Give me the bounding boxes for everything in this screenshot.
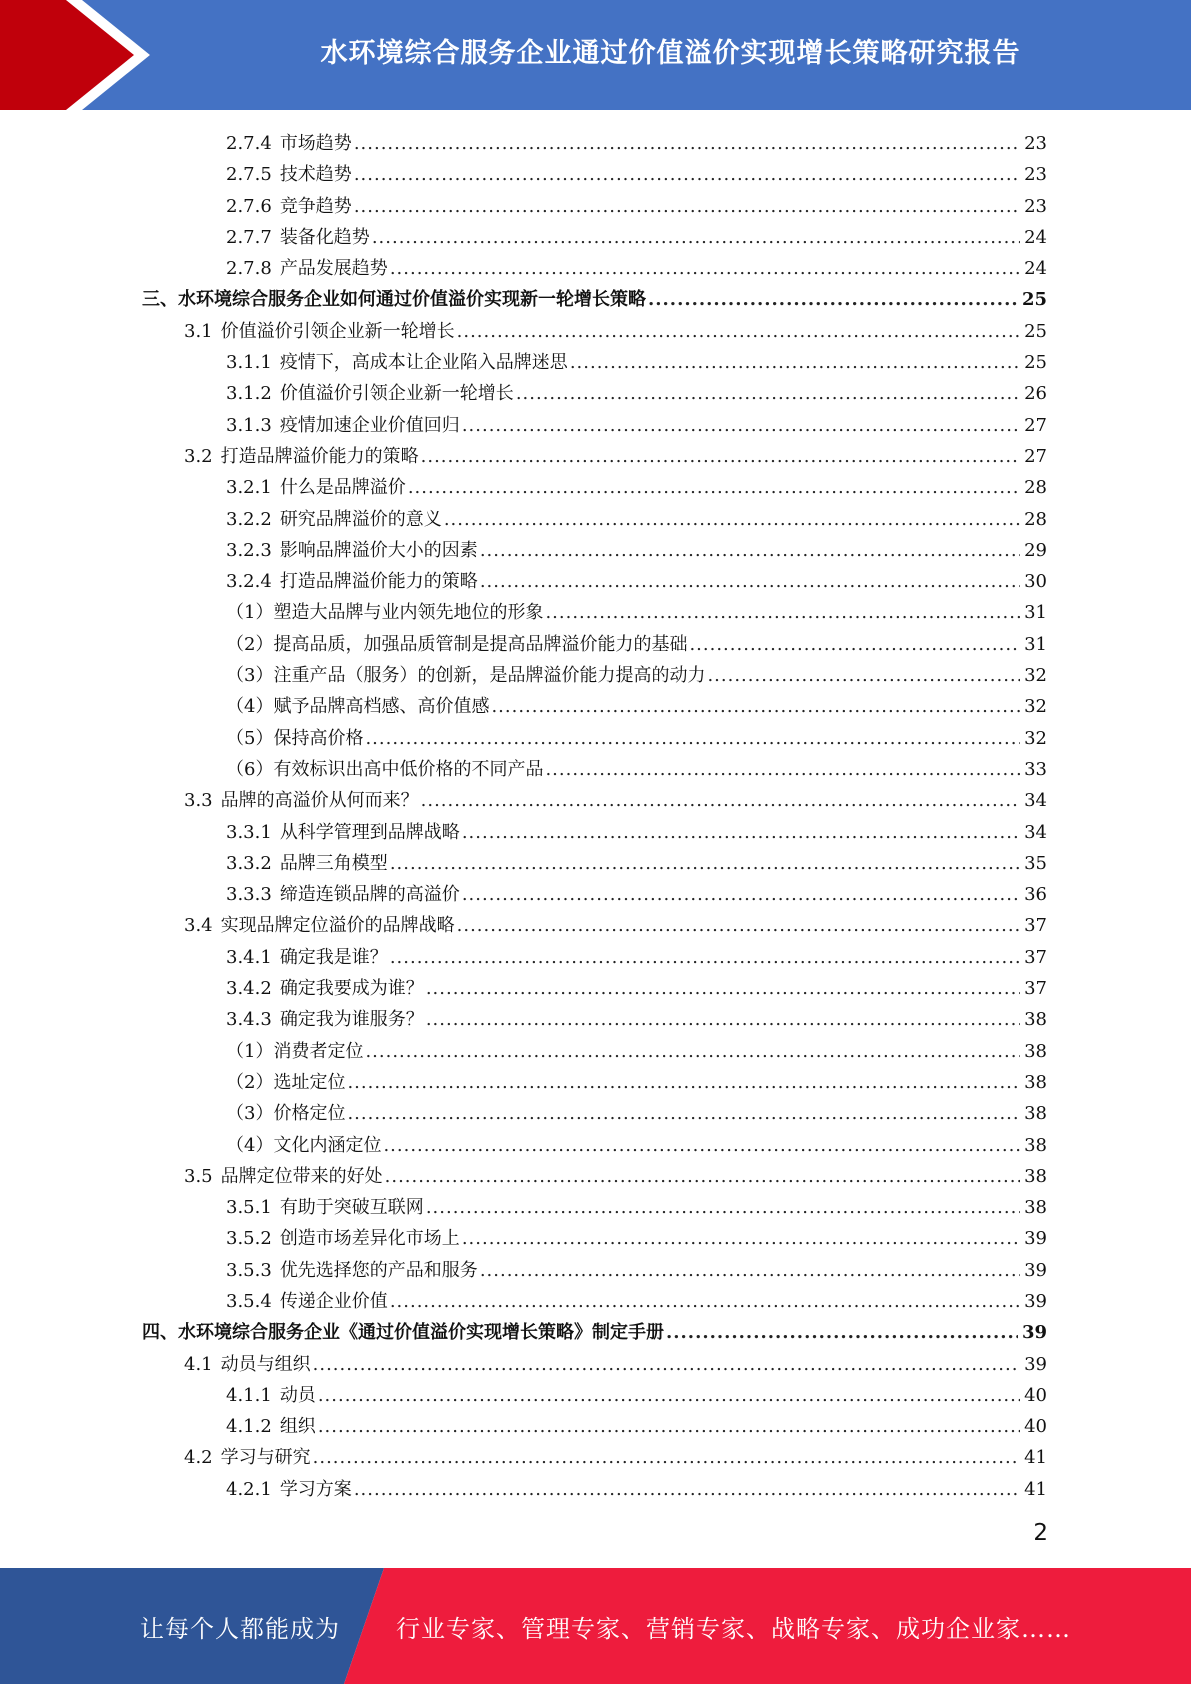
- toc-entry-number: 3.5.2: [226, 1228, 272, 1250]
- toc-entry-page: 29: [1024, 539, 1047, 561]
- toc-dot-leader: [408, 472, 1020, 503]
- toc-entry-title: 塑造大品牌与业内领先地位的形象: [273, 602, 544, 624]
- toc-entry-number: （1）: [226, 1040, 274, 1062]
- toc-entry-title: 装备化趋势: [279, 226, 370, 248]
- toc-entry[interactable]: [142, 1411, 1047, 1442]
- toc-entry[interactable]: [142, 504, 1047, 535]
- toc-dot-leader: [480, 566, 1020, 597]
- toc-entry-page: 23: [1024, 133, 1047, 154]
- toc-entry[interactable]: [142, 128, 1047, 159]
- toc-entry[interactable]: [142, 973, 1047, 1004]
- toc-entry-number: 3.3: [184, 790, 213, 812]
- toc-dot-leader: [426, 1004, 1020, 1035]
- toc-dot-leader: [462, 410, 1020, 441]
- toc-entry-number: 3.5: [184, 1165, 213, 1187]
- toc-entry-title: 传递企业价值: [279, 1290, 388, 1312]
- toc-entry-number: 2.7.8: [226, 258, 272, 280]
- toc-entry-title: 产品发展趋势: [279, 258, 388, 280]
- toc-entry[interactable]: [142, 1161, 1047, 1192]
- toc-dot-leader: [545, 754, 1020, 785]
- toc-entry-page: 38: [1024, 1103, 1047, 1125]
- toc-entry-page: 24: [1024, 226, 1047, 248]
- toc-entry-title: 动员与组织: [220, 1353, 311, 1375]
- toc-entry[interactable]: [142, 1442, 1047, 1473]
- toc-entry-number: 3.2: [184, 445, 213, 467]
- toc-entry[interactable]: [142, 660, 1047, 691]
- toc-entry-page: 28: [1024, 477, 1047, 499]
- toc-entry-page: 38: [1024, 1009, 1047, 1031]
- toc-entry-page: 36: [1024, 884, 1047, 906]
- toc-entry-number: 2.7.6: [226, 195, 272, 217]
- toc-entry-number: 3.2.1: [226, 477, 272, 499]
- toc-entry-title: 什么是品牌溢价: [279, 477, 406, 499]
- toc-entry-title: 水环境综合服务企业《通过价值溢价实现增长策略》制定手册: [178, 1322, 664, 1344]
- toc-entry-number: 3.1.3: [226, 414, 272, 436]
- toc-entry[interactable]: [142, 1130, 1047, 1161]
- toc-entry-number: （3）: [226, 665, 274, 687]
- toc-dot-leader: [462, 879, 1020, 910]
- toc-entry-page: 27: [1024, 414, 1047, 436]
- toc-entry-number: （2）: [226, 633, 274, 655]
- toc-entry-title: 保持高价格: [273, 727, 364, 749]
- toc-entry-page: 34: [1024, 821, 1047, 843]
- toc-dot-leader: [516, 378, 1020, 409]
- header-title: 水环境综合服务企业通过价值溢价实现增长策略研究报告: [320, 37, 1021, 69]
- toc-entry-number: （5）: [226, 727, 274, 749]
- toc-entry-title: 动员: [279, 1384, 316, 1406]
- toc-entry-page: 38: [1024, 1134, 1047, 1156]
- toc-entry-number: 2.7.5: [226, 164, 272, 186]
- toc-entry-page: 25: [1024, 352, 1047, 374]
- toc-dot-leader: [570, 347, 1020, 378]
- toc-dot-leader: [318, 1380, 1020, 1411]
- toc-entry[interactable]: [142, 441, 1047, 472]
- toc-entry[interactable]: [142, 879, 1047, 910]
- toc-entry-number: 3.1.1: [226, 352, 272, 374]
- toc-entry[interactable]: [142, 1067, 1047, 1098]
- toc-entry-title: 打造品牌溢价能力的策略: [279, 571, 478, 593]
- toc-dot-leader: [313, 1349, 1020, 1380]
- toc-entry[interactable]: [142, 1004, 1047, 1035]
- toc-entry-title: 水环境综合服务企业如何通过价值溢价实现新一轮增长策略: [178, 289, 646, 311]
- footer-slogan-left: 让每个人都能成为: [140, 1614, 340, 1643]
- toc-entry-page: 31: [1024, 602, 1047, 624]
- toc-entry-title: 文化内涵定位: [273, 1134, 382, 1156]
- toc-entry-page: 28: [1024, 508, 1047, 530]
- toc-entry[interactable]: [142, 316, 1047, 347]
- toc-dot-leader: [390, 1286, 1020, 1317]
- toc-entry-number: 2.7.7: [226, 226, 272, 248]
- toc-dot-leader: [426, 973, 1020, 1004]
- toc-entry-page: 35: [1024, 852, 1047, 874]
- toc-dot-leader: [689, 629, 1020, 660]
- toc-dot-leader: [354, 128, 1020, 159]
- toc-dot-leader: [545, 597, 1020, 628]
- toc-entry[interactable]: [142, 222, 1047, 253]
- toc-dot-leader: [457, 316, 1020, 347]
- toc-entry-page: 25: [1024, 320, 1047, 342]
- toc-dot-leader: [462, 817, 1020, 848]
- toc-entry[interactable]: [142, 472, 1047, 503]
- toc-entry-number: 3.5.3: [226, 1259, 272, 1281]
- toc-entry[interactable]: [142, 629, 1047, 660]
- toc-entry[interactable]: [142, 1380, 1047, 1411]
- toc-entry-number: 3.5.1: [226, 1197, 272, 1219]
- toc-dot-leader: [347, 1098, 1020, 1129]
- toc-entry[interactable]: [142, 191, 1047, 222]
- toc-entry-number: （3）: [226, 1103, 274, 1125]
- toc-entry-page: 32: [1024, 727, 1047, 749]
- toc-dot-leader: [462, 1223, 1020, 1254]
- toc-entry-page: 32: [1024, 665, 1047, 687]
- toc-dot-leader: [385, 1161, 1020, 1192]
- toc-dot-leader: [390, 848, 1020, 879]
- toc-entry[interactable]: [142, 253, 1047, 284]
- toc-dot-leader: [365, 1036, 1020, 1067]
- toc-entry-title: 市场趋势: [279, 133, 352, 154]
- toc-entry-number: 3.2.2: [226, 508, 272, 530]
- toc-entry-number: （1）: [226, 602, 274, 624]
- toc-entry-page: 25: [1021, 289, 1047, 311]
- toc-entry-title: 实现品牌定位溢价的品牌战略: [220, 915, 455, 937]
- toc-entry-page: 37: [1024, 915, 1047, 937]
- toc-entry-number: （4）: [226, 696, 274, 718]
- toc-entry-title: 确定我是谁？: [279, 946, 388, 968]
- footer-slogan-right: 行业专家、管理专家、营销专家、战略专家、成功企业家……: [396, 1614, 1071, 1643]
- toc-entry-page: 38: [1024, 1165, 1047, 1187]
- toc-entry[interactable]: [142, 848, 1047, 879]
- toc-entry-title: 价值溢价引领企业新一轮增长: [279, 383, 514, 405]
- toc-entry-title: 品牌定位带来的好处: [220, 1165, 383, 1187]
- toc-dot-leader: [354, 1474, 1020, 1505]
- toc-entry-number: 3.5.4: [226, 1290, 272, 1312]
- toc-entry-number: 3.1: [184, 320, 213, 342]
- toc-entry-number: 3.3.1: [226, 821, 272, 843]
- toc-entry[interactable]: [142, 910, 1047, 941]
- toc-entry-title: 疫情下，高成本让企业陷入品牌迷思: [279, 352, 568, 374]
- toc-entry[interactable]: [142, 1255, 1047, 1286]
- toc-entry-title: 赋予品牌高档感、高价值感: [273, 696, 490, 718]
- toc-dot-leader: [390, 942, 1020, 973]
- toc-entry-number: 三、: [142, 289, 178, 311]
- toc-entry-page: 41: [1024, 1447, 1047, 1469]
- toc-entry-title: 从科学管理到品牌战略: [279, 821, 460, 843]
- toc-entry-page: 40: [1024, 1384, 1047, 1406]
- toc-dot-leader: [365, 723, 1020, 754]
- toc-entry-number: 4.1.2: [226, 1416, 272, 1438]
- toc-entry-title: 提高品质，加强品质管制是提高品牌溢价能力的基础: [273, 633, 688, 655]
- toc-dot-leader: [383, 1130, 1020, 1161]
- toc-entry-title: 疫情加速企业价值回归: [279, 414, 460, 436]
- toc-entry-title: 有效标识出高中低价格的不同产品: [273, 758, 544, 780]
- toc-entry-page: 23: [1024, 195, 1047, 217]
- toc-entry-title: 消费者定位: [273, 1040, 364, 1062]
- toc-entry[interactable]: [142, 1192, 1047, 1223]
- toc-entry[interactable]: [142, 284, 1047, 315]
- toc-entry-number: 3.2.4: [226, 571, 272, 593]
- toc-entry-number: 3.4: [184, 915, 213, 937]
- toc-entry-page: 24: [1024, 258, 1047, 280]
- toc-entry-page: 39: [1024, 1228, 1047, 1250]
- toc-entry[interactable]: [142, 159, 1047, 190]
- toc-entry[interactable]: [142, 785, 1047, 816]
- toc-entry-title: 选址定位: [273, 1071, 346, 1093]
- toc-entry-title: 影响品牌溢价大小的因素: [279, 539, 478, 561]
- toc-entry-title: 确定我为谁服务？: [279, 1009, 424, 1031]
- toc-entry-page: 39: [1024, 1290, 1047, 1312]
- toc-entry[interactable]: [142, 1036, 1047, 1067]
- toc-dot-leader: [666, 1317, 1018, 1348]
- toc-entry-number: 2.7.4: [226, 133, 272, 154]
- toc-dot-leader: [372, 222, 1020, 253]
- toc-entry-title: 学习与研究: [220, 1447, 311, 1469]
- toc-entry-title: 学习方案: [279, 1478, 352, 1500]
- toc-entry-number: 3.1.2: [226, 383, 272, 405]
- toc-dot-leader: [648, 284, 1018, 315]
- toc-entry-title: 缔造连锁品牌的高溢价: [279, 884, 460, 906]
- toc-entry-page: 37: [1024, 946, 1047, 968]
- toc-entry-number: 四、: [142, 1322, 178, 1344]
- toc-dot-leader: [707, 660, 1020, 691]
- toc-dot-leader: [354, 191, 1020, 222]
- toc-entry-title: 注重产品（服务）的创新，是品牌溢价能力提高的动力: [273, 665, 706, 687]
- toc-entry-title: 组织: [279, 1416, 316, 1438]
- toc-entry-title: 品牌的高溢价从何而来？: [220, 790, 419, 812]
- toc-entry[interactable]: [142, 535, 1047, 566]
- toc-entry-title: 确定我要成为谁？: [279, 978, 424, 1000]
- toc-entry-number: 3.4.3: [226, 1009, 272, 1031]
- toc-entry[interactable]: [142, 817, 1047, 848]
- toc-entry[interactable]: [142, 410, 1047, 441]
- toc-dot-leader: [444, 504, 1020, 535]
- toc-entry[interactable]: [142, 691, 1047, 722]
- toc-entry-title: 有助于突破互联网: [279, 1197, 424, 1219]
- toc-entry-page: 34: [1024, 790, 1047, 812]
- toc-entry-page: 38: [1024, 1040, 1047, 1062]
- toc-entry[interactable]: [142, 723, 1047, 754]
- toc-dot-leader: [354, 159, 1020, 190]
- toc-entry-page: 39: [1024, 1353, 1047, 1375]
- toc-dot-leader: [480, 1255, 1020, 1286]
- toc-entry-page: 39: [1021, 1322, 1047, 1344]
- toc-entry-number: 4.2: [184, 1447, 213, 1469]
- toc-dot-leader: [421, 441, 1020, 472]
- toc-entry-number: 3.3.2: [226, 852, 272, 874]
- toc-entry-page: 38: [1024, 1071, 1047, 1093]
- toc-entry[interactable]: [142, 754, 1047, 785]
- toc-entry[interactable]: [142, 1317, 1047, 1348]
- toc-entry[interactable]: [142, 347, 1047, 378]
- page-footer: [0, 1568, 1191, 1684]
- toc-entry-number: 4.1.1: [226, 1384, 272, 1406]
- toc-entry[interactable]: [142, 1223, 1047, 1254]
- toc-entry[interactable]: [142, 378, 1047, 409]
- toc-entry-number: （4）: [226, 1134, 274, 1156]
- toc-entry-page: 23: [1024, 164, 1047, 186]
- toc-entry-number: 3.4.1: [226, 946, 272, 968]
- toc-entry-page: 39: [1024, 1259, 1047, 1281]
- toc-entry-number: 3.4.2: [226, 978, 272, 1000]
- toc-entry-page: 26: [1024, 383, 1047, 405]
- toc-entry-number: 3.3.3: [226, 884, 272, 906]
- toc-dot-leader: [313, 1442, 1020, 1473]
- toc-entry-title: 竞争趋势: [279, 195, 352, 217]
- toc-entry[interactable]: [142, 1349, 1047, 1380]
- page-number: 2: [1033, 1520, 1048, 1546]
- toc-entry-number: （2）: [226, 1071, 274, 1093]
- page-header: [0, 0, 1191, 110]
- toc-entry-title: 创造市场差异化市场上: [279, 1228, 460, 1250]
- toc-entry-page: 31: [1024, 633, 1047, 655]
- toc-entry-page: 30: [1024, 571, 1047, 593]
- toc-entry-title: 价格定位: [273, 1103, 346, 1125]
- toc-entry-page: 37: [1024, 978, 1047, 1000]
- toc-entry-title: 打造品牌溢价能力的策略: [220, 445, 419, 467]
- toc-dot-leader: [390, 253, 1020, 284]
- toc-entry-title: 技术趋势: [279, 164, 352, 186]
- toc-entry-page: 40: [1024, 1416, 1047, 1438]
- toc-entry-number: 4.2.1: [226, 1478, 272, 1500]
- toc-entry-page: 41: [1024, 1478, 1047, 1500]
- toc-entry[interactable]: [142, 1474, 1047, 1505]
- toc-entry-page: 38: [1024, 1197, 1047, 1219]
- toc-entry-number: （6）: [226, 758, 274, 780]
- toc-dot-leader: [426, 1192, 1020, 1223]
- toc-entry-page: 27: [1024, 445, 1047, 467]
- toc-entry[interactable]: [142, 566, 1047, 597]
- toc-entry[interactable]: [142, 1098, 1047, 1129]
- toc-dot-leader: [457, 910, 1020, 941]
- toc-entry[interactable]: [142, 942, 1047, 973]
- toc-entry-title: 研究品牌溢价的意义: [279, 508, 442, 530]
- toc-entry-title: 品牌三角模型: [279, 852, 388, 874]
- toc-entry-page: 32: [1024, 696, 1047, 718]
- toc-entry-number: 3.2.3: [226, 539, 272, 561]
- toc-entry-number: 4.1: [184, 1353, 213, 1375]
- toc-dot-leader: [347, 1067, 1020, 1098]
- toc-entry-page: 33: [1024, 758, 1047, 780]
- table-of-contents: [142, 128, 1047, 1505]
- toc-dot-leader: [318, 1411, 1020, 1442]
- toc-entry[interactable]: [142, 1286, 1047, 1317]
- toc-entry[interactable]: [142, 597, 1047, 628]
- toc-dot-leader: [491, 691, 1020, 722]
- toc-dot-leader: [480, 535, 1020, 566]
- toc-entry-title: 价值溢价引领企业新一轮增长: [220, 320, 455, 342]
- toc-entry-title: 优先选择您的产品和服务: [279, 1259, 478, 1281]
- toc-dot-leader: [421, 785, 1020, 816]
